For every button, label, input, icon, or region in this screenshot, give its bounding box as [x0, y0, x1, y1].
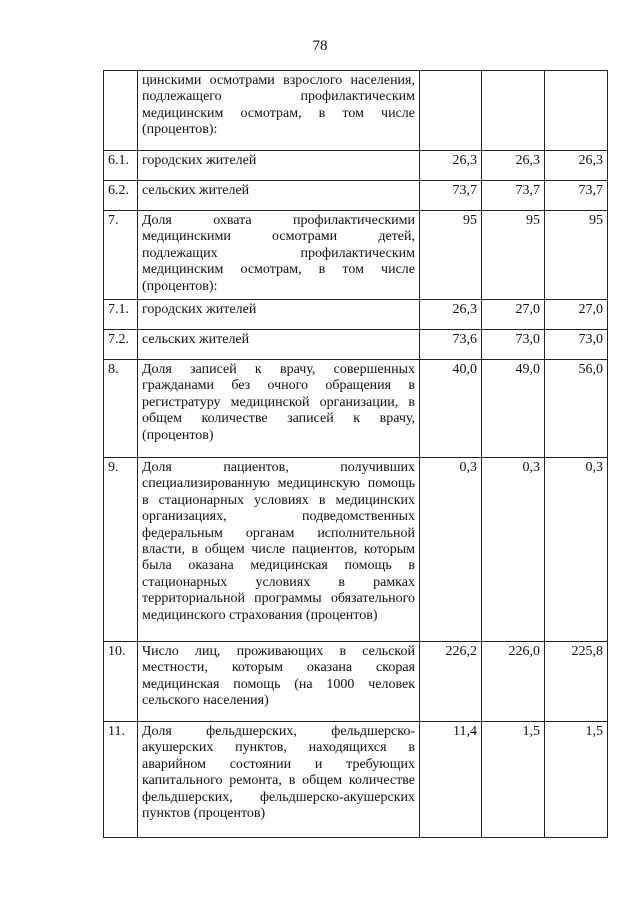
table-row — [104, 71, 608, 151]
row-number: 7.1. — [104, 300, 138, 330]
value-cell: 26,3 — [545, 151, 608, 181]
row-number: 7. — [104, 211, 138, 300]
row-number: 6.2. — [104, 181, 138, 211]
value-cell: 73,7 — [420, 181, 482, 211]
value-cell: 26,3 — [420, 300, 482, 330]
row-number: 11. — [104, 722, 138, 838]
indicator-text: Доля охвата профилактическими медицинскими осмотрами детей, подлежащих профилактическим медицинским осмотрам, в том числе (процентов): — [138, 211, 420, 300]
value-cell: 40,0 — [420, 360, 482, 458]
indicator-text: Число лиц, проживающих в сельской местности, которым оказана скорая медицинская помощь (на 1000 человек сельского населения) — [138, 642, 420, 722]
value-cell: 73,0 — [545, 330, 608, 360]
table-row — [104, 181, 608, 211]
row-number: 9. — [104, 458, 138, 642]
indicator-text: Доля пациентов, получивших специализированную медицинскую помощь в стационарных условиях в медицинских организациях, подведомственных федеральным органам исполнительной власти, в общем числе пациентов, которым была оказана медицинская помощь в стационарных условиях в рамках территориальной программы обязательного медицинского страхования (процентов) — [138, 458, 420, 642]
value-cell: 73,6 — [420, 330, 482, 360]
value-cell: 27,0 — [545, 300, 608, 330]
table-row — [104, 211, 608, 300]
value-cell: 73,7 — [482, 181, 545, 211]
indicators-table — [103, 70, 608, 838]
row-number: 8. — [104, 360, 138, 458]
value-cell: 225,8 — [545, 642, 608, 722]
value-cell: 27,0 — [482, 300, 545, 330]
row-number: 10. — [104, 642, 138, 722]
row-number: 7.2. — [104, 330, 138, 360]
indicator-text: сельских жителей — [138, 181, 420, 211]
value-cell: 95 — [420, 211, 482, 300]
value-cell — [545, 71, 608, 151]
row-number: 6.1. — [104, 151, 138, 181]
table-row — [104, 300, 608, 330]
value-cell: 0,3 — [545, 458, 608, 642]
table-row — [104, 151, 608, 181]
row-number — [104, 71, 138, 151]
value-cell: 26,3 — [482, 151, 545, 181]
table-row — [104, 722, 608, 838]
indicator-text: Доля фельдшерских, фельдшерско-акушерских пунктов, находящихся в аварийном состоянии и требующих капитального ремонта, в общем количестве фельдшерских, фельдшерско-акушерских пунктов (процентов) — [138, 722, 420, 838]
value-cell: 26,3 — [420, 151, 482, 181]
value-cell: 73,7 — [545, 181, 608, 211]
value-cell: 56,0 — [545, 360, 608, 458]
value-cell: 1,5 — [482, 722, 545, 838]
indicator-text: городских жителей — [138, 300, 420, 330]
indicator-text: городских жителей — [138, 151, 420, 181]
value-cell: 226,0 — [482, 642, 545, 722]
indicator-text: Доля записей к врачу, совершенных гражданами без очного обращения в регистратуру медицинской организации, в общем количестве записей к врачу, (процентов) — [138, 360, 420, 458]
value-cell: 226,2 — [420, 642, 482, 722]
value-cell: 1,5 — [545, 722, 608, 838]
indicator-text: цинскими осмотрами взрослого населения, подлежащего профилактическим медицинским осмотрам, в том числе (процентов): — [138, 71, 420, 151]
table-row — [104, 458, 608, 642]
value-cell: 0,3 — [482, 458, 545, 642]
table-row — [104, 642, 608, 722]
indicator-text: сельских жителей — [138, 330, 420, 360]
value-cell — [420, 71, 482, 151]
value-cell — [482, 71, 545, 151]
value-cell: 95 — [545, 211, 608, 300]
value-cell: 73,0 — [482, 330, 545, 360]
table-row — [104, 330, 608, 360]
value-cell: 49,0 — [482, 360, 545, 458]
value-cell: 0,3 — [420, 458, 482, 642]
table-row — [104, 360, 608, 458]
value-cell: 11,4 — [420, 722, 482, 838]
page-number: 78 — [312, 38, 328, 54]
value-cell: 95 — [482, 211, 545, 300]
